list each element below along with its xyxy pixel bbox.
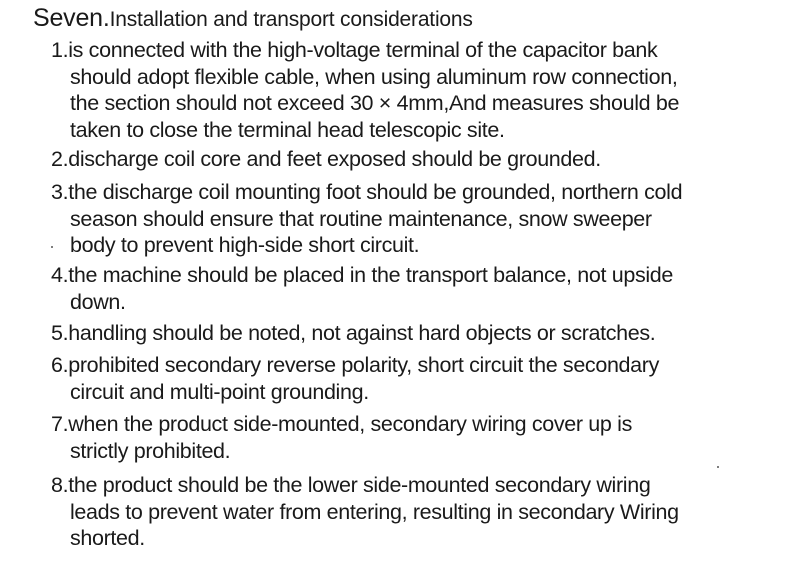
list-item [51, 146, 601, 173]
list-item-line: circuit and multi-point grounding. [70, 379, 369, 404]
section-title: Installation and transport considerations [109, 8, 473, 31]
list-item-line: strictly prohibited. [70, 438, 231, 463]
list-item-line: 1.is connected with the high-voltage terminal of the capacitor bank [51, 38, 658, 62]
list-item-line: the section should not exceed 30 × 4mm,And measures should be [70, 91, 680, 115]
list-item [51, 262, 673, 315]
list-item [51, 411, 632, 464]
list-item-line: body to prevent high-side short circuit. [70, 233, 420, 257]
scan-speck [51, 246, 53, 248]
list-item-line: leads to prevent water from entering, resulting in secondary Wiring [70, 499, 679, 524]
list-item [51, 179, 682, 259]
scan-speck [717, 466, 719, 468]
list-item-line: taken to close the terminal head telescopic site. [70, 117, 505, 142]
section-heading [33, 4, 473, 33]
list-item-line: should adopt flexible cable, when using aluminum row connection, [70, 64, 678, 89]
list-item-line: season should ensure that routine maintenance, snow sweeper [70, 206, 652, 231]
list-item-line: shorted. [70, 526, 145, 550]
list-item-line: 2.discharge coil core and feet exposed should be grounded. [51, 147, 601, 171]
list-item [51, 320, 655, 347]
list-item-line: 4.the machine should be placed in the transport balance, not upside [51, 263, 673, 287]
list-item [51, 472, 679, 552]
list-item-line: 7.when the product side-mounted, secondary wiring cover up is [51, 412, 632, 436]
list-item [51, 352, 659, 405]
list-item-line: 6.prohibited secondary reverse polarity, short circuit the secondary [51, 353, 659, 377]
section-number: Seven. [33, 4, 110, 32]
list-item-line: 5.handling should be noted, not against hard objects or scratches. [51, 321, 656, 345]
list-item [51, 37, 679, 143]
list-item-line: down. [70, 289, 126, 314]
list-item-line: 3.the discharge coil mounting foot should be grounded, northern cold [51, 180, 683, 204]
list-item-line: 8.the product should be the lower side-mounted secondary wiring [51, 473, 651, 497]
